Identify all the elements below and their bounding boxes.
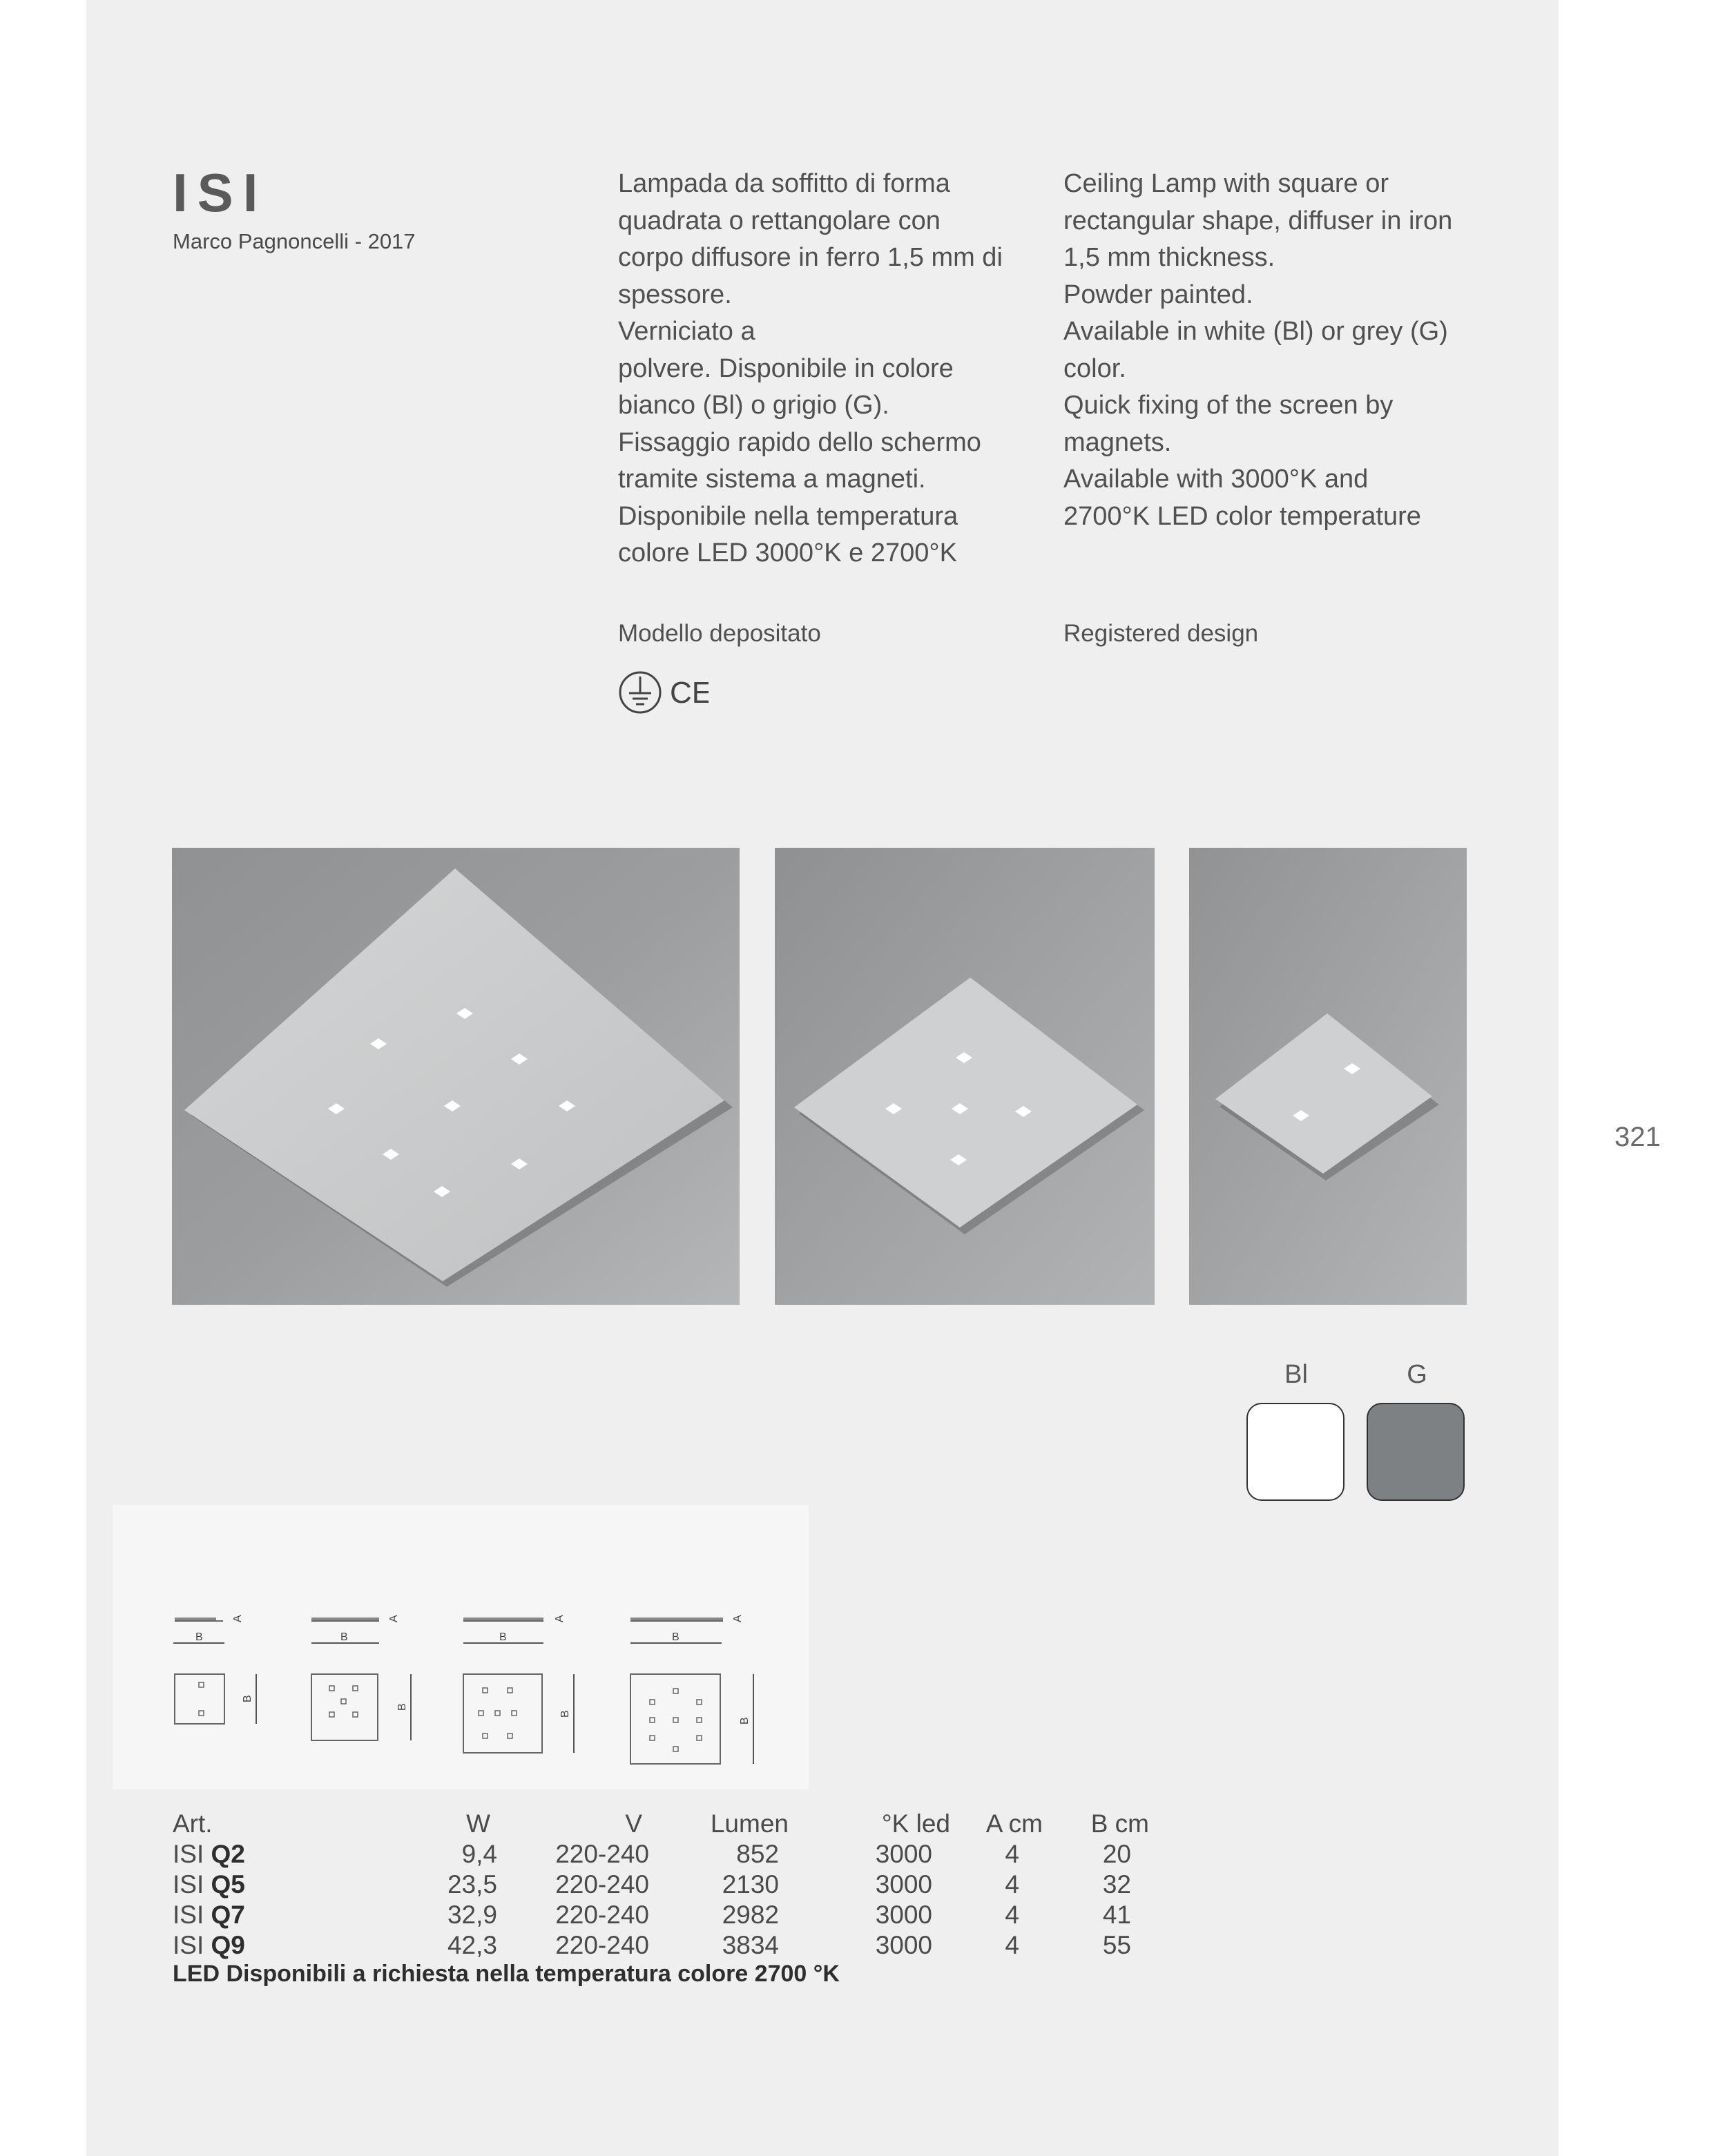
cell-k: 3000 bbox=[875, 1931, 932, 1959]
header-art: Art. bbox=[173, 1809, 213, 1838]
diagram-b-label: B bbox=[672, 1631, 680, 1643]
diagram-a-label: A bbox=[232, 1615, 244, 1622]
cell-k: 3000 bbox=[875, 1901, 932, 1929]
cell-lumen: 852 bbox=[736, 1840, 779, 1868]
diagram-b-label: B bbox=[195, 1631, 203, 1643]
cell-v: 220-240 bbox=[555, 1870, 649, 1898]
cell-article bbox=[173, 1869, 421, 1900]
cell-v: 220-240 bbox=[555, 1931, 649, 1959]
cell-b: 41 bbox=[1102, 1901, 1131, 1929]
ce-mark: CE bbox=[670, 676, 709, 710]
header-k-led: °K led bbox=[881, 1809, 950, 1838]
product-photo-q5 bbox=[775, 848, 1155, 1305]
cell-a: 4 bbox=[1005, 1870, 1019, 1898]
cell-k: 3000 bbox=[875, 1840, 932, 1868]
finish-swatch-grey bbox=[1367, 1403, 1465, 1501]
cell-article bbox=[173, 1839, 421, 1869]
cell-w: 9,4 bbox=[461, 1840, 497, 1868]
cell-w: 42,3 bbox=[447, 1931, 497, 1959]
registered-label-italian: Modello depositato bbox=[618, 620, 821, 647]
cell-a: 4 bbox=[1005, 1840, 1019, 1868]
cell-b: 32 bbox=[1102, 1870, 1131, 1898]
diagram-b-label: B bbox=[739, 1717, 751, 1725]
cell-article bbox=[173, 1900, 421, 1930]
cell-lumen: 2982 bbox=[722, 1901, 779, 1929]
cell-a: 4 bbox=[1005, 1931, 1019, 1959]
description-english: Ceiling Lamp with square or rectangular shape, diffuser in iron 1,5 mm thickness. Powder painted. Available in white (Bl) or grey (G) color. Quick fixing of the screen by magnets. Available with 3000°K and 2700°K LED color temperature bbox=[1063, 169, 1453, 531]
cell-lumen: 3834 bbox=[722, 1931, 779, 1959]
diagram-b-label: B bbox=[340, 1631, 348, 1643]
protective-earth-icon bbox=[620, 672, 660, 712]
spec-table bbox=[173, 1809, 1149, 1961]
cell-w: 23,5 bbox=[447, 1870, 497, 1898]
article-prefix: ISI bbox=[173, 1870, 211, 1898]
header-v: V bbox=[625, 1809, 642, 1838]
header-b-cm: B cm bbox=[1090, 1809, 1149, 1838]
designer-credit: Marco Pagnoncelli - 2017 bbox=[173, 229, 416, 253]
page-number: 321 bbox=[1615, 1122, 1661, 1152]
finish-swatch-white bbox=[1246, 1403, 1345, 1501]
cell-w: 32,9 bbox=[447, 1901, 497, 1929]
dimension-diagrams bbox=[113, 1505, 809, 1789]
certification-marks bbox=[619, 670, 709, 715]
diagram-b-label: B bbox=[559, 1710, 571, 1718]
diagram-a-label: A bbox=[554, 1615, 566, 1622]
table-row bbox=[173, 1869, 1149, 1900]
finish-label-white: Bl bbox=[1284, 1360, 1308, 1389]
description-italian: Lampada da soffitto di forma quadrata o rettangolare con corpo diffusore in ferro 1,5 mm di spessore. Verniciato a polvere. Disponibile in colore bianco (Bl) o grigio (G). Fissaggio rapido dello schermo tramite sistema a magneti. Disponibile nella temperatura colore LED 3000°K e 2700°K bbox=[618, 169, 1003, 567]
diagram-q5 bbox=[311, 1615, 411, 1740]
table-row bbox=[173, 1900, 1149, 1930]
diagram-q9 bbox=[630, 1615, 753, 1764]
cell-v: 220-240 bbox=[555, 1840, 649, 1868]
diagram-q2 bbox=[173, 1615, 256, 1724]
article-code: Q7 bbox=[211, 1901, 245, 1929]
table-row bbox=[173, 1930, 1149, 1961]
spec-header-row bbox=[173, 1809, 1149, 1839]
article-code: Q5 bbox=[211, 1870, 245, 1898]
article-code: Q9 bbox=[211, 1931, 245, 1959]
diagram-b-label: B bbox=[242, 1695, 253, 1702]
registered-label-english: Registered design bbox=[1063, 620, 1259, 647]
availability-note: LED Disponibili a richiesta nella temperatura colore 2700 °K bbox=[173, 1961, 840, 1987]
diagram-b-label: B bbox=[499, 1631, 507, 1643]
product-photo-q9 bbox=[172, 848, 740, 1305]
finish-label-grey: G bbox=[1407, 1360, 1427, 1389]
table-row bbox=[173, 1839, 1149, 1869]
cell-b: 55 bbox=[1102, 1931, 1131, 1959]
diagram-b-label: B bbox=[396, 1703, 408, 1711]
product-title: ISI bbox=[173, 162, 268, 223]
diagram-a-label: A bbox=[732, 1615, 744, 1622]
article-prefix: ISI bbox=[173, 1901, 211, 1929]
diagram-q7 bbox=[463, 1615, 574, 1753]
header-w: W bbox=[466, 1809, 490, 1838]
cell-v: 220-240 bbox=[555, 1901, 649, 1929]
cell-k: 3000 bbox=[875, 1870, 932, 1898]
article-code: Q2 bbox=[211, 1840, 245, 1868]
article-prefix: ISI bbox=[173, 1840, 211, 1868]
diagram-a-label: A bbox=[388, 1615, 400, 1622]
cell-a: 4 bbox=[1005, 1901, 1019, 1929]
article-prefix: ISI bbox=[173, 1931, 211, 1959]
product-photo-q2 bbox=[1189, 848, 1467, 1305]
header-a-cm: A cm bbox=[985, 1809, 1043, 1838]
header-lumen: Lumen bbox=[710, 1809, 789, 1838]
cell-lumen: 2130 bbox=[722, 1870, 779, 1898]
cell-b: 20 bbox=[1102, 1840, 1131, 1868]
cell-article bbox=[173, 1930, 421, 1961]
